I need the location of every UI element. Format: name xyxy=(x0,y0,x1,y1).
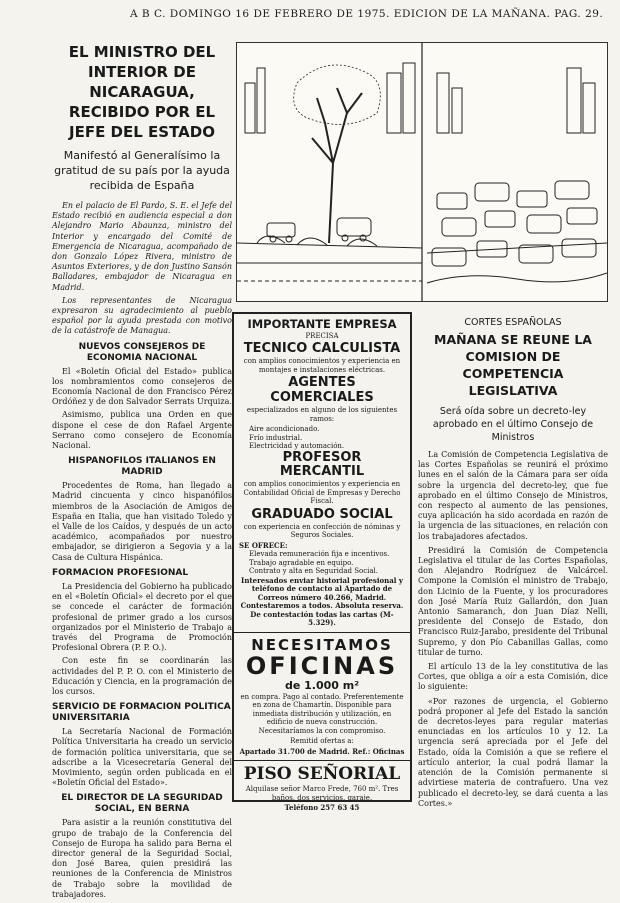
article-paragraph: Presidirá la Comisión de Competencia Legislativa el titular de las Cortes Españolas, don Alejandro Rodríguez de Valcárcel. Compone la Comisión el ministro de Trabajo, don Licinio de la Fuente, y los procuradores don José María Ruiz Gallardón, don Juan Antonio Samaranch, don Juan Díaz Nelli, presidente del Consejo de Estado, don Francisco Ruiz-Jarabo, presidente del Tribunal Supremo, y don Pío Cabanillas Gallas, como titular de turno. xyxy=(418,545,608,657)
ad-piso-desc: Alquilase señor Marco Frede, 760 m². Tres baños, dos servicios, garaje. xyxy=(245,785,399,802)
cartoon-illustration xyxy=(236,42,608,302)
ad-job-title: GRADUADO SOCIAL xyxy=(251,506,393,522)
ad-job-title: PROFESOR MERCANTIL xyxy=(279,449,365,479)
classified-ads-box xyxy=(232,312,412,813)
article-paragraph: Los representantes de Nicaragua expresaron su agradecimiento al pueblo español por la ayuda prestada con motivo de la catástrofe de Managua. xyxy=(52,295,232,336)
section-title: EL DIRECTOR DE LA SEGURIDAD SOCIAL, EN BERNA xyxy=(61,793,223,815)
section-title: FORMACION PROFESIONAL xyxy=(52,567,189,578)
ad-list-item: Electricidad y automación. xyxy=(249,442,345,451)
ad-area: de 1.000 m² xyxy=(284,678,360,692)
section-title: SERVICIO DE FORMACION POLITICA UNIVERSITARIA xyxy=(52,702,231,724)
ad-precisa: PRECISA xyxy=(305,331,339,340)
ad-list-item: Frío industrial. xyxy=(249,433,303,442)
ad-piso: PISO SEÑORIAL xyxy=(243,764,401,785)
ad-job-desc: con amplios conocimientos y experiencia en montajes e instalaciones eléctricas. xyxy=(243,357,401,374)
ad-list-item: Contrato y alta en Seguridad Social. xyxy=(249,567,379,576)
main-headline: EL MINISTRO DEL INTERIOR DE NICARAGUA, RECIBIDO POR EL JEFE DEL ESTADO xyxy=(68,43,216,141)
ad-job-desc: con amplios conocimientos y experiencia en Contabilidad Oficial de Empresas y Derecho Fiscal. xyxy=(243,480,401,506)
ad-job-title: AGENTES COMERCIALES xyxy=(270,375,374,405)
article-paragraph: Asimismo, publica una Orden en que dispone el cese de don Rafael Argente Serrano como consejero de Economía Nacional. xyxy=(52,410,232,451)
ad-job-title: TECNICO CALCULISTA xyxy=(243,341,401,357)
ad-list-item: Elevada remuneración fija e incentivos. xyxy=(249,550,390,559)
ad-job-desc: especializados en alguno de los siguientes ramos: xyxy=(246,406,398,423)
ad-office-address: Apartado 31.700 de Madrid. Ref.: Oficinas xyxy=(239,746,405,756)
article-paragraph: Con este fin se coordinarán las actividades del P. P. O. con el Ministerio de Educación y Ciencia, en la programación de los cursos. xyxy=(52,656,232,696)
article-paragraph: «Por razones de urgencia, el Gobierno podrá proponer al Jefe del Estado la sanción de decretos-leyes para regular materias enunciadas en los artículos 10 y 12. La urgencia será apreciada por el Jefe del Estado, oída la Comisión a que se refiere el artículo anterior, la cual podrá llamar la atención de la Comisión permanente si advirtiese materia de contrafuero. Una vez publicado el decreto-ley, se dará cuenta a las Cortes.» xyxy=(418,696,608,808)
section-title: NUEVOS CONSEJEROS DE ECONOMIA NACIONAL xyxy=(78,341,206,363)
article-paragraph: La Comisión de Competencia Legislativa de las Cortes Españolas se reunirá el próximo lunes en el salón de la Cámara para ser oída sobre la urgencia del decreto-ley, que fue aprobado en el último Consejo de Ministros, con respecto al aumento de las pensiones, cuya aplicación ha sido acordada en razón de la urgencia de las situaciones, en relación con los trabajadores afectados. xyxy=(418,450,608,541)
article-paragraph: En el palacio de El Pardo, S. E. el Jefe del Estado recibió en audiencia especial a don Alejandro Mario Abaunza, ministro del Interior y encargado del Comité de Emergencia de Nicaragua, acompañado de don Gonzalo López Rivera, ministro de Asuntos Exteriores, y de don Justino Sansón Balladares, embajador de Nicaragua en Madrid. xyxy=(52,201,232,292)
left-column xyxy=(52,42,232,903)
ad-piso-phone: Teléfono 257 63 45 xyxy=(284,803,360,813)
ad-contact: Interesados enviar historial profesional y teléfono de contacto al Apartado de Correos número 40.266, Madrid. Contestaremos a todos. Absoluta reserva. De contestación todas las cartas (M-5.329). xyxy=(240,575,404,628)
section-title: HISPANOFILOS ITALIANOS EN MADRID xyxy=(68,456,216,478)
article-paragraph: La Secretaría Nacional de Formación Política Universitaria ha creado un servicio de formación política universitaria, que se adscribe a la Vicesecretaría General del Movimiento, según orden publicada en el «Boletín Oficial del Estado». xyxy=(52,727,232,788)
cortes-headline: MAÑANA SE REUNE LA COMISION DE COMPETENCIA LEGISLATIVA xyxy=(434,332,592,398)
ad-office-desc: en compra. Pago al contado. Preferentemente en zona de Chamartín. Disponible para inmediata distribución y utilización, en edificio de nueva construcción. Necesitaríamos la con compromiso. xyxy=(240,692,404,735)
ad-offer-heading: SE OFRECE: xyxy=(239,540,288,550)
ad-list-item: Trabajo agradable en equipo. xyxy=(249,558,354,567)
ad-job-desc: con experiencia en confección de nóminas y Seguros Sociales. xyxy=(243,522,401,540)
ad-necesitamos: NECESITAMOS xyxy=(251,635,393,654)
ad-oficinas: OFICINAS xyxy=(245,652,399,681)
cartoon-drawing xyxy=(237,43,607,301)
article-paragraph: El artículo 13 de la ley constitutiva de las Cortes, que obliga a oír a esta Comisión, dice lo siguiente: xyxy=(418,662,608,692)
article-paragraph: Procedentes de Roma, han llegado a Madrid cincuenta y cinco hispanófilos miembros de la Asociación de Amigos de España en Italia, que han visitado Toledo y el Valle de los Caídos, y después de un acto académico, acompañados por nuestro embajador, se dirigieron a Segovia y a la Casa de Cultura Hispánica. xyxy=(52,481,232,562)
ad-office-contact: Remitid ofertas a: xyxy=(290,737,354,746)
ad-list-item: Aire acondicionado. xyxy=(249,425,320,434)
main-subhead: Manifestó al Generalísimo la gratitud de su país por la ayuda recibida de España xyxy=(54,149,230,192)
ad-company: IMPORTANTE EMPRESA xyxy=(247,317,397,331)
page-header: A B C. DOMINGO 16 DE FEBRERO DE 1975. EDICION DE LA MAÑANA. PAG. 29. xyxy=(130,8,604,20)
article-paragraph: Para asistir a la reunión constitutiva del grupo de trabajo de la Conferencia del Consejo de Europa ha salido para Berna el director general de la Seguridad Social, don José Barea, quien presidirá las reuniones de la Conferencia de Ministros de Trabajo sobre la movilidad de trabajadores. xyxy=(52,818,232,899)
right-column xyxy=(418,312,608,813)
section-kicker: CORTES ESPAÑOLAS xyxy=(464,317,562,328)
article-paragraph: La Presidencia del Gobierno ha publicado en el «Boletín Oficial» el decreto por el que se concede el carácter de formación profesional de primer grado a los cursos organizados por el Ministerio de Trabajo a través del Programa de Promoción Profesional Obrera (P. P. O.). xyxy=(52,581,232,653)
article-paragraph: El «Boletín Oficial del Estado» publica los nombramientos como consejeros de Economía Nacional de don Francisco Pérez Ordóñez y de don Salvador Serrats Urquiza. xyxy=(52,366,232,407)
cortes-subhead: Será oída sobre un decreto-ley aprobado en el último Consejo de Ministros xyxy=(432,406,594,443)
